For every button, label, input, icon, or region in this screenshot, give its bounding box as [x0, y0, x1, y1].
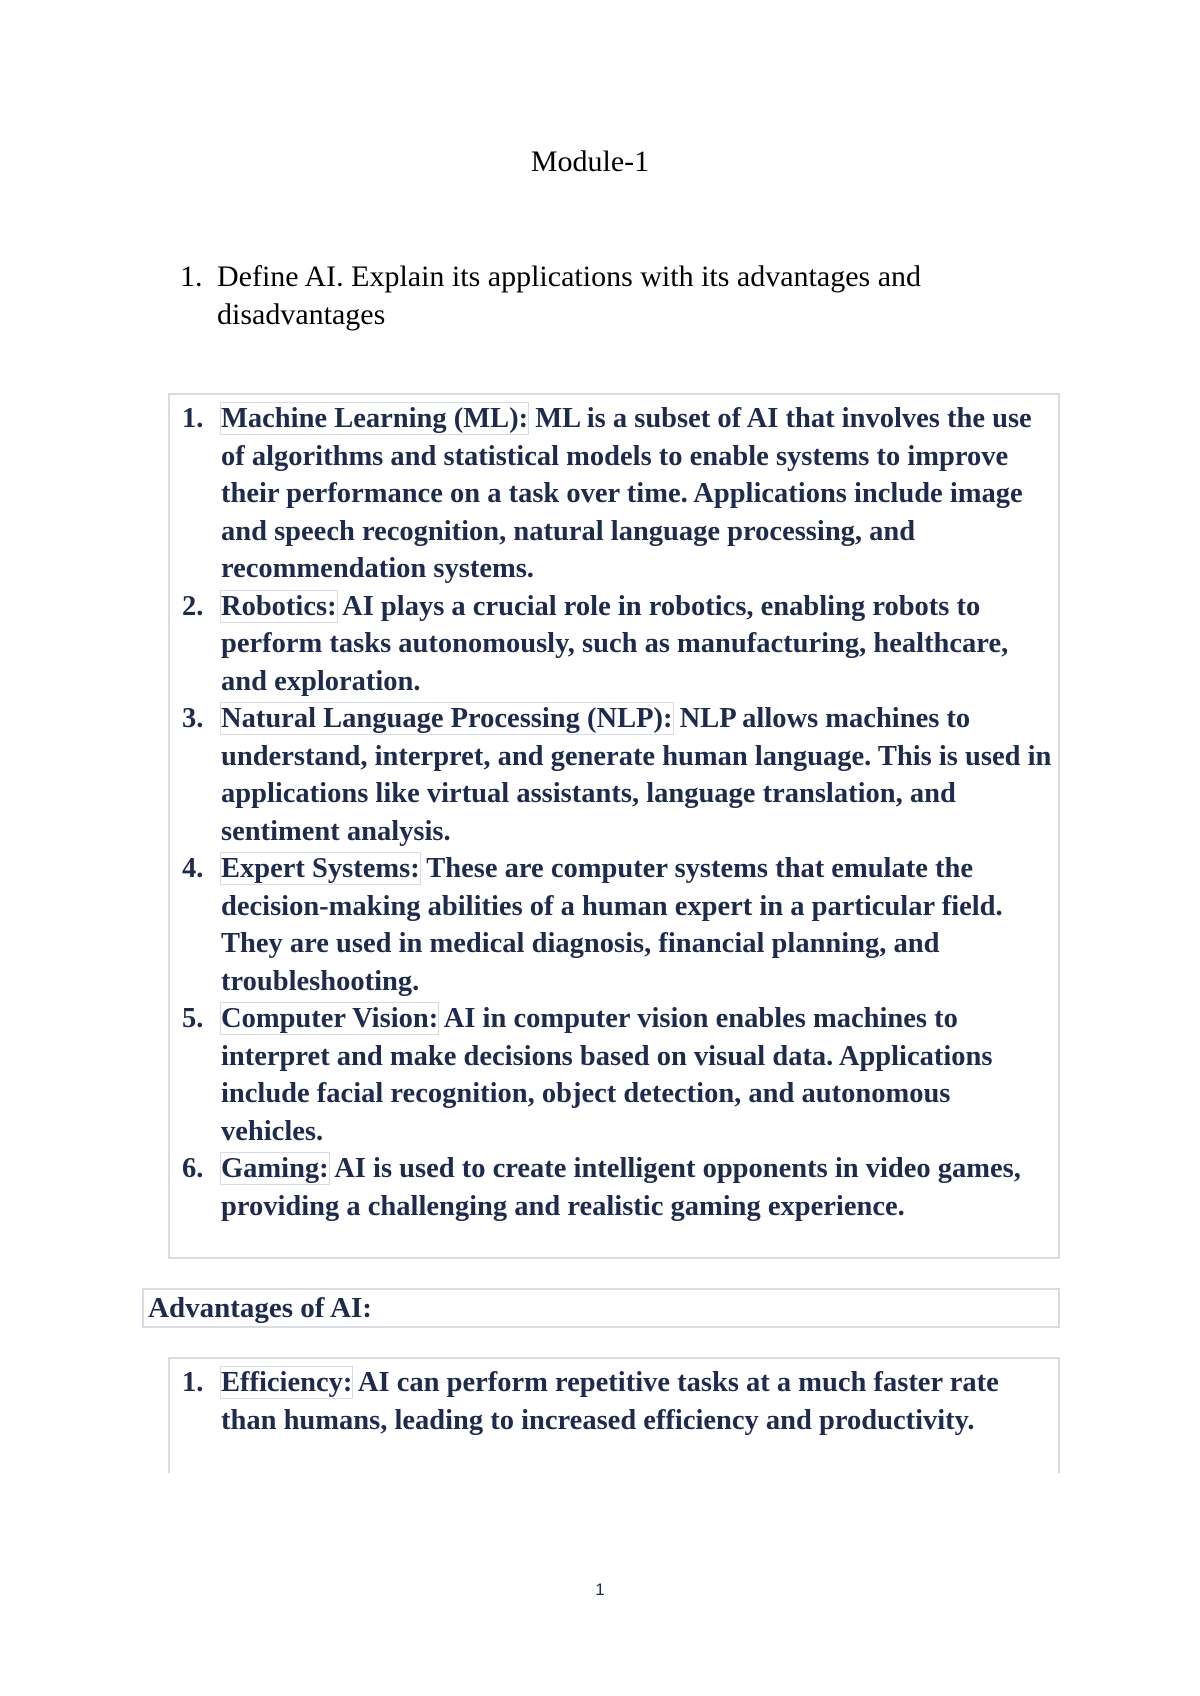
list-item-term: Gaming: — [221, 1153, 329, 1184]
list-item-term: Machine Learning (ML): — [221, 403, 529, 434]
list-item-term: Natural Language Processing (NLP): — [221, 703, 673, 734]
list-item — [170, 400, 1058, 588]
list-item-term: Computer Vision: — [221, 1003, 439, 1034]
list-item — [170, 700, 1058, 850]
list-item-number: 6. — [182, 1153, 204, 1184]
question-number: 1. — [180, 260, 203, 293]
list-item-term: Efficiency: — [221, 1367, 353, 1398]
list-item-text: NLP allows machines to understand, interpret, and generate human language. This is used in applications like virtual assistants, language translation, and sentiment analysis. — [221, 703, 1052, 847]
applications-list — [168, 393, 1060, 1259]
advantages-list — [168, 1357, 1060, 1473]
page-number: 1 — [595, 1580, 605, 1599]
list-item-term: Robotics: — [221, 590, 337, 622]
question-item — [180, 258, 1030, 334]
list-item-number: 1. — [182, 403, 204, 434]
list-item-text: These are computer systems that emulate the decision-making abilities of a human expert in a particular field. They are used in medical diagnosis, financial planning, and troubleshooting. — [221, 853, 1003, 997]
list-item-number: 5. — [182, 1003, 204, 1034]
list-item — [170, 1150, 1058, 1225]
list-item-text: AI plays a crucial role in robotics, enabling robots to perform tasks autonomously, such as manufacturing, healthcare, and exploration. — [221, 590, 1009, 697]
list-item-number: 2. — [182, 590, 204, 622]
module-title: Module-1 — [530, 145, 650, 178]
list-item-text: AI can perform repetitive tasks at a much faster rate than humans, leading to increased efficiency and productivity. — [221, 1367, 999, 1436]
list-item-term: Expert Systems: — [221, 853, 420, 884]
question-text: Define AI. Explain its applications with its advantages and disadvantages — [217, 260, 922, 331]
list-item-number: 4. — [182, 853, 204, 884]
list-item-number: 1. — [182, 1367, 204, 1398]
list-item-text: ML is a subset of AI that involves the use of algorithms and statistical models to enable systems to improve their performance on a task over time. Applications include image and speech recognition, natural language processing, and recommendation systems. — [221, 403, 1032, 584]
list-item-text: AI is used to create intelligent opponents in video games, providing a challenging and realistic gaming experience. — [221, 1153, 1021, 1222]
list-item-number: 3. — [182, 703, 204, 734]
list-item — [170, 1364, 1058, 1439]
advantages-heading: Advantages of AI: — [142, 1288, 1060, 1328]
list-item — [170, 850, 1058, 1000]
list-item — [170, 588, 1058, 701]
list-item — [170, 1000, 1058, 1150]
list-item-text: AI in computer vision enables machines to interpret and make decisions based on visual data. Applications include facial recognition, object detection, and autonomous vehicles. — [221, 1003, 993, 1147]
